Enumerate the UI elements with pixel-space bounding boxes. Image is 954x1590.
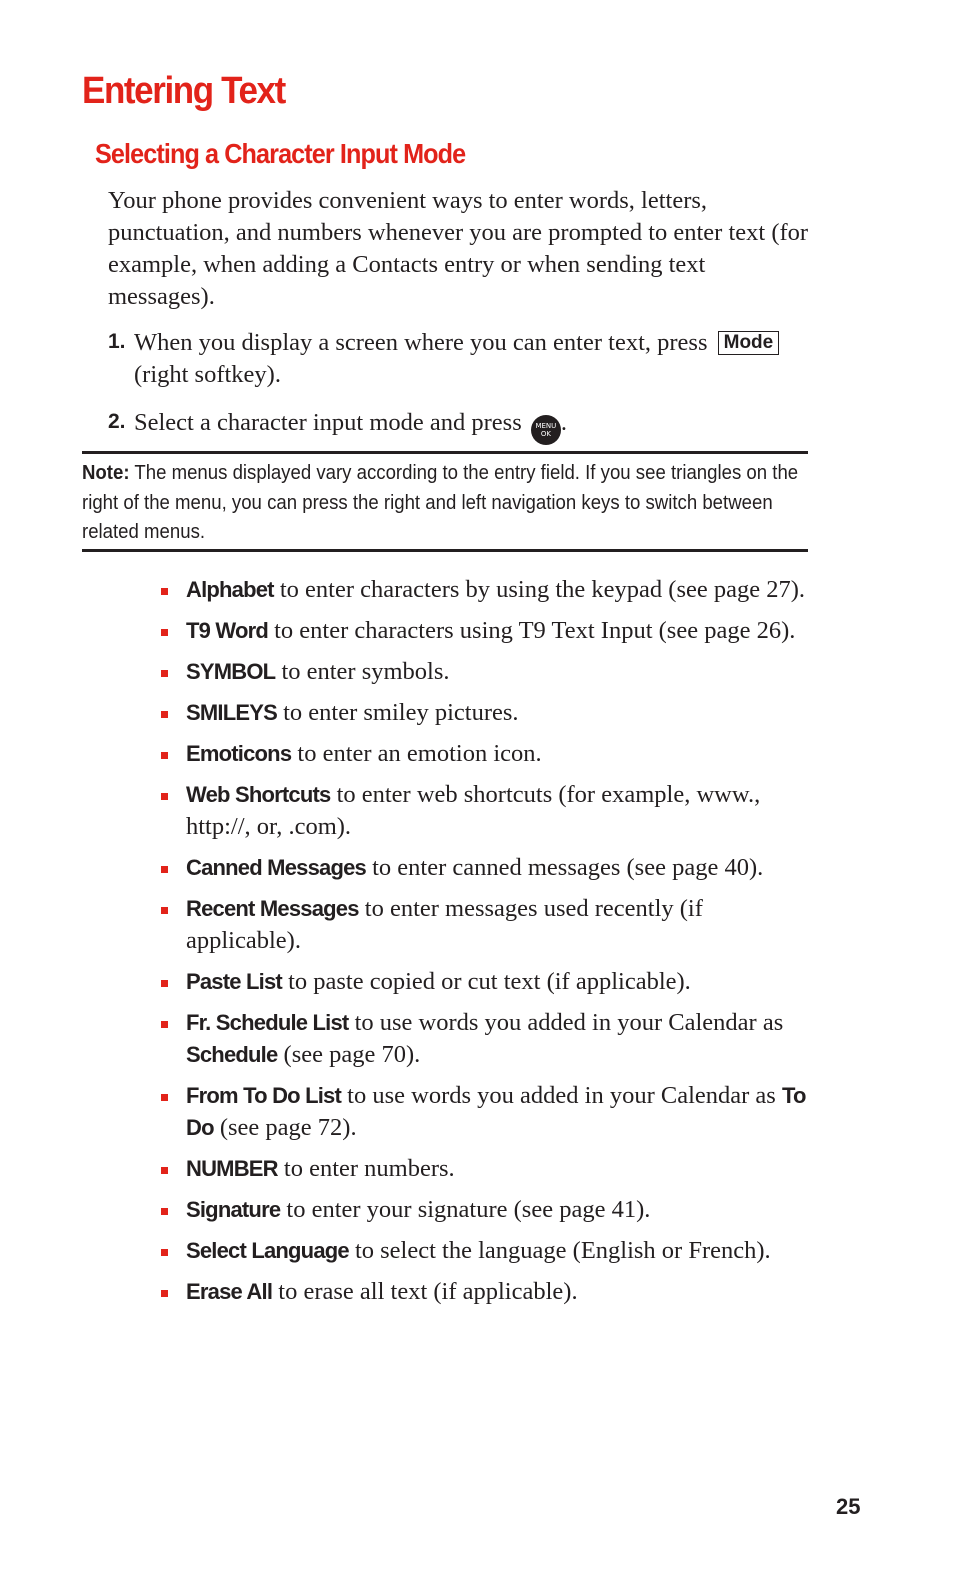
list-item-term-secondary: To Do xyxy=(186,1083,806,1140)
bullet-square-icon xyxy=(161,1208,168,1215)
list-item xyxy=(158,779,808,843)
bullet-square-icon xyxy=(161,793,168,800)
list-item-term: Signature xyxy=(186,1197,281,1222)
list-item-text: to enter canned messages (see page 40). xyxy=(372,854,764,881)
step-2 xyxy=(108,407,808,445)
list-item-text: to enter messages used recently (if applicable). xyxy=(186,895,703,954)
bullet-square-icon xyxy=(161,1094,168,1101)
list-item xyxy=(158,893,808,957)
menu-ok-top: MENU xyxy=(535,422,557,430)
bullet-square-icon xyxy=(161,711,168,718)
step-text-before: Select a character input mode and press xyxy=(134,409,522,436)
bullet-square-icon xyxy=(161,907,168,914)
list-item-term: Erase All xyxy=(186,1279,273,1304)
page-number: 25 xyxy=(836,1494,861,1519)
list-item xyxy=(158,1153,808,1185)
list-item-term: Web Shortcuts xyxy=(186,782,331,807)
bullet-square-icon xyxy=(161,670,168,677)
list-item-text: to select the language (English or French). xyxy=(354,1237,771,1264)
list-item-text: to enter your signature (see page 41). xyxy=(286,1196,651,1223)
list-item-text: to enter numbers. xyxy=(283,1155,455,1182)
list-item-text: to enter smiley pictures. xyxy=(283,699,519,726)
list-item-text: to erase all text (if applicable). xyxy=(278,1278,578,1305)
bullet-square-icon xyxy=(161,1021,168,1028)
list-item-text: to enter characters using T9 Text Input (see page 26). xyxy=(274,617,796,644)
list-item xyxy=(158,615,808,647)
list-item-term: Fr. Schedule List xyxy=(186,1010,349,1035)
list-item xyxy=(158,852,808,884)
note-text: The menus displayed vary according to the entry field. If you see triangles on the right of the menu, you can press the right and left navigation keys to switch between related menus. xyxy=(82,462,799,543)
intro-paragraph: Your phone provides convenient ways to enter words, letters, punctuation, and numbers whenever you are prompted to enter text (for example, when adding a Contacts entry or when sending text messages). xyxy=(108,187,809,310)
list-item-term: Paste List xyxy=(186,969,282,994)
list-item-term: Recent Messages xyxy=(186,896,359,921)
list-item-term: SMILEYS xyxy=(186,700,277,725)
step-text-before: When you display a screen where you can enter text, press xyxy=(134,329,708,356)
list-item xyxy=(158,656,808,688)
list-item-text: to enter web shortcuts (for example, www., http://, or, .com). xyxy=(186,781,761,840)
page-title: Entering Text xyxy=(82,70,285,112)
list-item-text: to enter characters by using the keypad (see page 27). xyxy=(279,576,806,603)
list-item xyxy=(158,1194,808,1226)
note-box xyxy=(82,451,808,552)
list-item xyxy=(158,697,808,729)
step-text xyxy=(134,407,808,445)
menu-ok-icon xyxy=(531,415,561,445)
step-number: 1. xyxy=(108,330,126,353)
list-item xyxy=(158,1235,808,1267)
list-item-term: From To Do List xyxy=(186,1083,342,1108)
bullet-square-icon xyxy=(161,629,168,636)
list-item-term: NUMBER xyxy=(186,1156,278,1181)
input-mode-list xyxy=(158,574,808,1317)
note-label: Note: xyxy=(82,462,130,484)
list-item xyxy=(158,574,808,606)
list-item-text-secondary: (see page 70). xyxy=(283,1041,421,1068)
list-item-text-secondary: (see page 72). xyxy=(219,1114,357,1141)
bullet-square-icon xyxy=(161,1167,168,1174)
step-text-after: (right softkey). xyxy=(134,361,281,388)
bullet-square-icon xyxy=(161,752,168,759)
section-title: Selecting a Character Input Mode xyxy=(95,138,466,169)
bullet-square-icon xyxy=(161,1249,168,1256)
mode-softkey: Mode xyxy=(718,331,780,355)
step-1 xyxy=(108,327,808,391)
list-item-term: Select Language xyxy=(186,1238,349,1263)
list-item-term: Canned Messages xyxy=(186,855,366,880)
list-item-text: to paste copied or cut text (if applicable). xyxy=(288,968,691,995)
bullet-square-icon xyxy=(161,588,168,595)
list-item xyxy=(158,1007,808,1071)
list-item-text: to enter symbols. xyxy=(281,658,450,685)
list-item-term: SYMBOL xyxy=(186,659,276,684)
list-item-text: to use words you added in your Calendar as xyxy=(347,1082,776,1109)
list-item xyxy=(158,738,808,770)
list-item-term: Emoticons xyxy=(186,741,292,766)
list-item-term: Alphabet xyxy=(186,577,274,602)
list-item xyxy=(158,1276,808,1308)
step-number: 2. xyxy=(108,410,126,433)
list-item-term: T9 Word xyxy=(186,618,268,643)
list-item xyxy=(158,966,808,998)
list-item-term-secondary: Schedule xyxy=(186,1042,278,1067)
bullet-square-icon xyxy=(161,866,168,873)
list-item xyxy=(158,1080,808,1144)
bullet-square-icon xyxy=(161,1290,168,1297)
step-text-after: . xyxy=(560,409,568,436)
menu-ok-bottom: OK xyxy=(540,430,551,438)
list-item-text: to enter an emotion icon. xyxy=(297,740,542,767)
bullet-square-icon xyxy=(161,980,168,987)
list-item-text: to use words you added in your Calendar as xyxy=(354,1009,784,1036)
step-text xyxy=(134,327,808,391)
